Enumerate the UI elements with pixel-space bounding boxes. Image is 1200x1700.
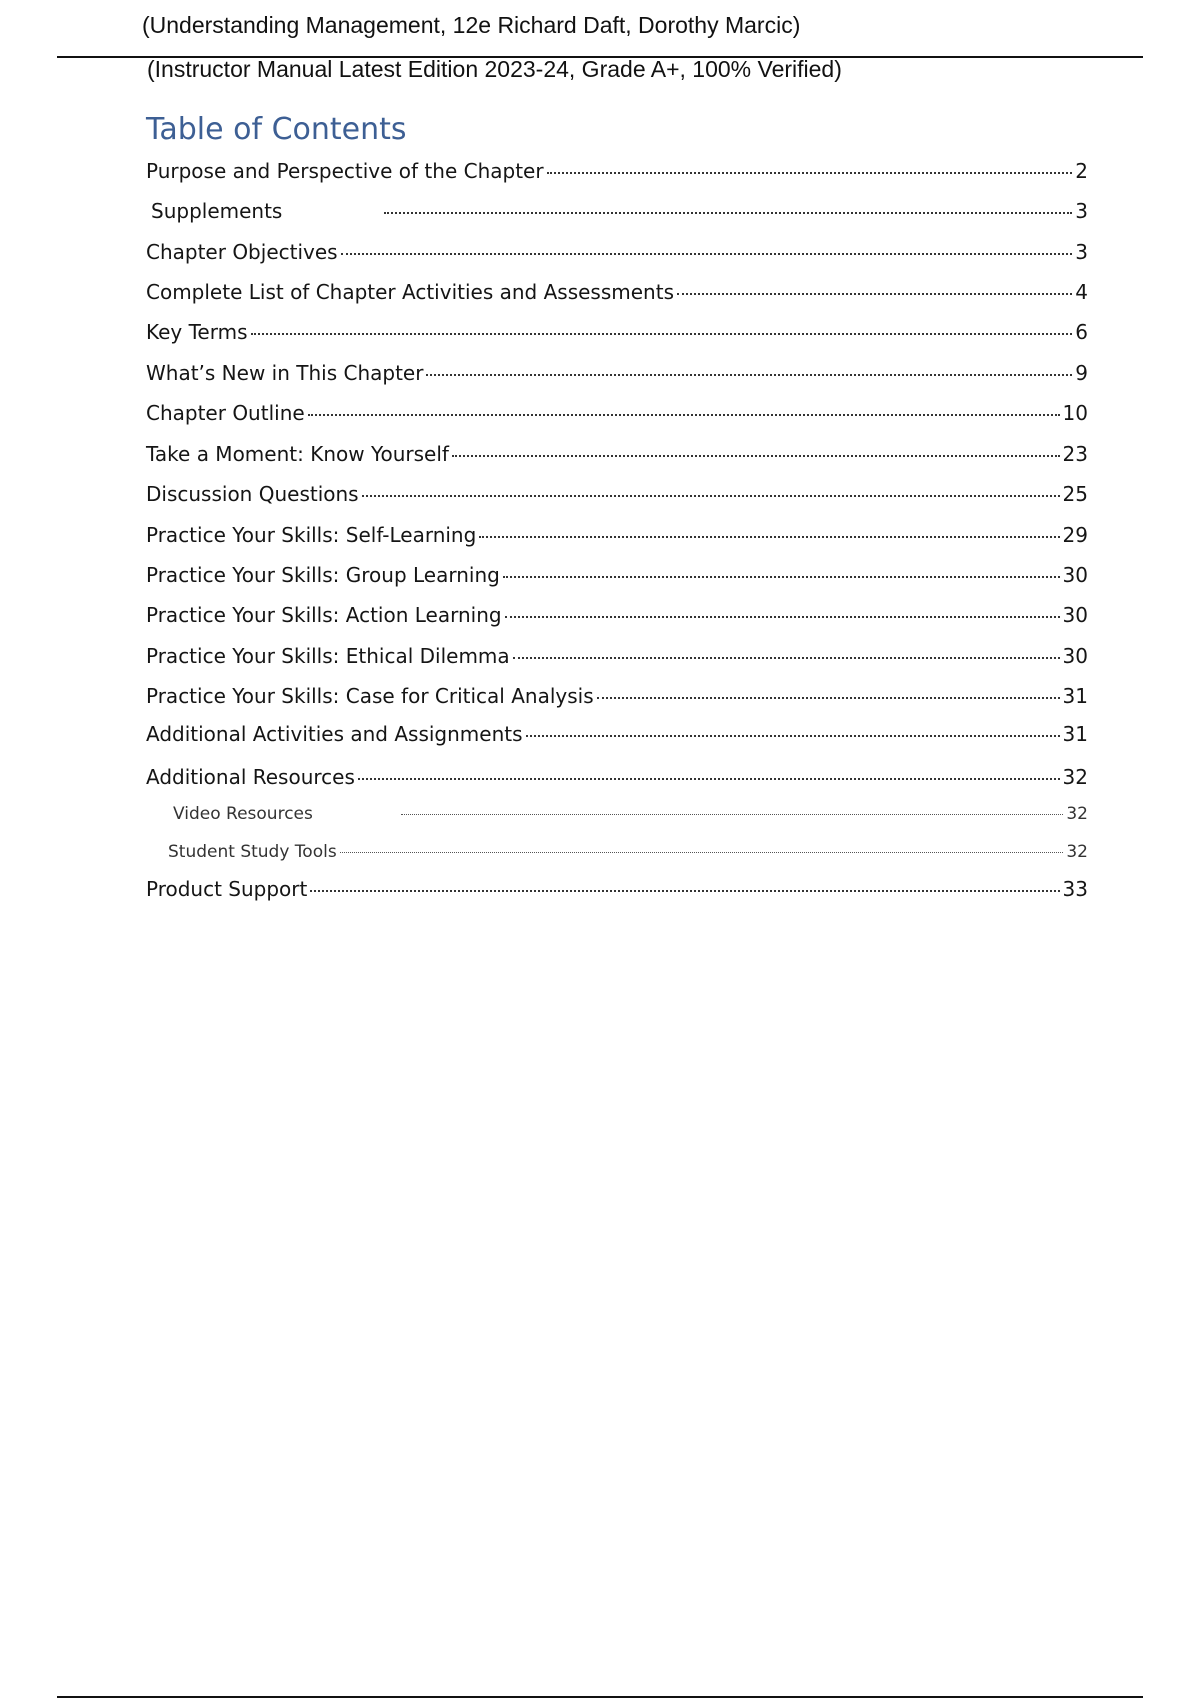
toc-entry-page: 25	[1062, 482, 1088, 506]
toc-entry-self-learning[interactable]	[146, 523, 1088, 547]
toc-leader-dots	[513, 657, 1060, 659]
toc-entry-page: 9	[1075, 361, 1088, 385]
toc-leader-dots	[547, 172, 1073, 174]
toc-entry-objectives[interactable]	[146, 240, 1088, 264]
toc-leader-dots	[526, 735, 1060, 737]
toc-leader-dots	[362, 495, 1060, 497]
toc-entry-activities[interactable]	[146, 280, 1088, 304]
toc-leader-dots	[426, 374, 1072, 376]
toc-entry-label: Take a Moment: Know Yourself	[146, 442, 449, 466]
toc-entry-label: What’s New in This Chapter	[146, 361, 424, 385]
toc-entry-label: Product Support	[146, 877, 308, 901]
toc-entry-page: 23	[1062, 442, 1088, 466]
toc-leader-dots	[341, 253, 1073, 255]
toc-entry-video-resources[interactable]	[173, 804, 1088, 824]
toc-entry-page: 32	[1062, 765, 1088, 789]
toc-entry-label: Video Resources	[173, 804, 313, 824]
toc-entry-additional-resources[interactable]	[146, 765, 1088, 789]
toc-entry-label: Practice Your Skills: Case for Critical Analysis	[146, 684, 594, 708]
toc-entry-page: 29	[1062, 523, 1088, 547]
toc-entry-case-analysis[interactable]	[146, 684, 1088, 708]
toc-leader-dots	[452, 455, 1060, 457]
toc-entry-page: 32	[1066, 804, 1088, 824]
toc-entry-discussion[interactable]	[146, 482, 1088, 506]
toc-entry-label: Chapter Objectives	[146, 240, 338, 264]
toc-entry-supplements[interactable]	[151, 199, 1088, 223]
toc-title: Table of Contents	[146, 112, 407, 147]
toc-entry-outline[interactable]	[146, 401, 1088, 425]
toc-entry-additional-activities[interactable]	[146, 722, 1088, 746]
toc-entry-page: 10	[1062, 401, 1088, 425]
toc-entry-purpose[interactable]	[146, 159, 1088, 183]
toc-leader-dots	[358, 778, 1060, 780]
toc-entry-page: 33	[1062, 877, 1088, 901]
toc-entry-ethical-dilemma[interactable]	[146, 644, 1088, 668]
toc-leader-dots	[310, 890, 1059, 892]
toc-leader-dots	[505, 616, 1060, 618]
toc-entry-group-learning[interactable]	[146, 563, 1088, 587]
document-header-subtitle: (Instructor Manual Latest Edition 2023-24, Grade A+, 100% Verified)	[147, 56, 842, 82]
toc-leader-dots	[597, 697, 1060, 699]
toc-entry-page: 6	[1075, 320, 1088, 344]
toc-entry-label: Additional Activities and Assignments	[146, 722, 523, 746]
document-header-title: (Understanding Management, 12e Richard Daft, Dorothy Marcic)	[142, 12, 801, 38]
toc-entry-page: 32	[1066, 842, 1088, 862]
toc-entry-label: Supplements	[151, 199, 283, 223]
toc-entry-label: Purpose and Perspective of the Chapter	[146, 159, 544, 183]
toc-leader-dots	[384, 212, 1072, 214]
toc-entry-page: 2	[1075, 159, 1088, 183]
toc-entry-take-a-moment[interactable]	[146, 442, 1088, 466]
toc-entry-label: Practice Your Skills: Self-Learning	[146, 523, 477, 547]
toc-entry-page: 3	[1075, 199, 1088, 223]
toc-entry-student-study-tools[interactable]	[168, 842, 1088, 862]
toc-leader-dots	[503, 576, 1060, 578]
toc-leader-dots	[401, 814, 1063, 815]
toc-leader-dots	[677, 293, 1072, 295]
toc-entry-label: Practice Your Skills: Group Learning	[146, 563, 500, 587]
footer-divider	[57, 1696, 1143, 1698]
toc-entry-key-terms[interactable]	[146, 320, 1088, 344]
toc-entry-whats-new[interactable]	[146, 361, 1088, 385]
toc-leader-dots	[479, 536, 1059, 538]
toc-leader-dots	[251, 333, 1073, 335]
toc-entry-page: 31	[1062, 722, 1088, 746]
toc-entry-page: 31	[1062, 684, 1088, 708]
toc-entry-page: 30	[1062, 603, 1088, 627]
toc-entry-label: Student Study Tools	[168, 842, 337, 862]
toc-leader-dots	[340, 852, 1064, 853]
toc-entry-label: Practice Your Skills: Action Learning	[146, 603, 502, 627]
toc-entry-label: Practice Your Skills: Ethical Dilemma	[146, 644, 510, 668]
toc-entry-label: Complete List of Chapter Activities and Assessments	[146, 280, 674, 304]
toc-entry-label: Discussion Questions	[146, 482, 359, 506]
toc-entry-label: Key Terms	[146, 320, 248, 344]
toc-entry-page: 3	[1075, 240, 1088, 264]
toc-entry-action-learning[interactable]	[146, 603, 1088, 627]
toc-entry-label: Additional Resources	[146, 765, 355, 789]
toc-entry-page: 30	[1062, 563, 1088, 587]
toc-entry-product-support[interactable]	[146, 877, 1088, 901]
toc-entry-page: 4	[1075, 280, 1088, 304]
toc-entry-page: 30	[1062, 644, 1088, 668]
toc-leader-dots	[308, 414, 1060, 416]
toc-entry-label: Chapter Outline	[146, 401, 305, 425]
